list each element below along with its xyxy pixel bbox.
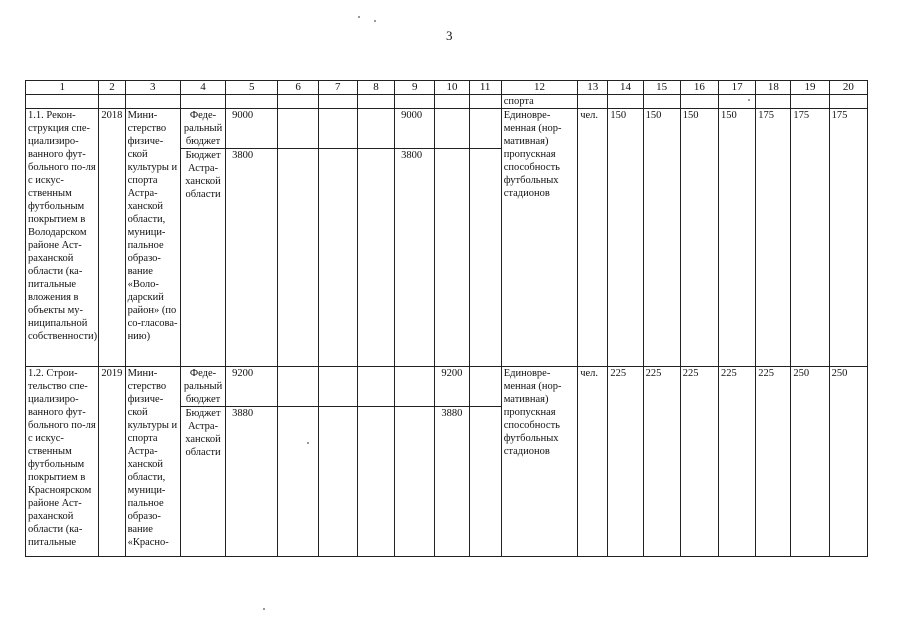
column-number: 18 <box>756 81 791 95</box>
column-number: 1 <box>26 81 99 95</box>
column-number: 20 <box>829 81 867 95</box>
column-number: 9 <box>395 81 435 95</box>
scan-speck <box>307 442 309 444</box>
continuation-text: спорта <box>501 95 577 109</box>
amount-col10 <box>435 149 469 367</box>
value-cell: 250 <box>791 367 829 557</box>
table-row <box>26 109 868 149</box>
indicator-name: Единовре-менная (нор-мативная) пропускная способность футбольных стадионов <box>501 367 577 557</box>
scan-speck <box>374 20 376 22</box>
column-number: 5 <box>226 81 278 95</box>
column-number: 2 <box>99 81 125 95</box>
value-cell: 150 <box>680 109 718 367</box>
unit-cell: чел. <box>578 367 608 557</box>
column-number: 19 <box>791 81 829 95</box>
page-number: 3 <box>446 28 453 43</box>
value-cell: 175 <box>791 109 829 367</box>
value-cell: 225 <box>643 367 680 557</box>
scan-speck <box>748 99 750 101</box>
funding-source: Бюджет Астра-ханской области <box>180 407 225 557</box>
value-cell: 225 <box>680 367 718 557</box>
column-number: 6 <box>278 81 318 95</box>
amount-col10: 3880 <box>435 407 469 557</box>
column-number: 16 <box>680 81 718 95</box>
amount-col5: 3800 <box>226 149 278 367</box>
amount-col5: 9000 <box>226 109 278 149</box>
column-number: 3 <box>125 81 180 95</box>
value-cell: 250 <box>829 367 867 557</box>
year-cell: 2019 <box>99 367 125 557</box>
amount-col10: 9200 <box>435 367 469 407</box>
amount-col9: 3800 <box>395 149 435 367</box>
column-number: 14 <box>608 81 643 95</box>
unit-cell: чел. <box>578 109 608 367</box>
funding-source: Бюджет Астра-ханской области <box>180 149 225 367</box>
scan-speck <box>263 608 265 610</box>
column-number: 12 <box>501 81 577 95</box>
table-row <box>26 367 868 407</box>
column-number: 15 <box>643 81 680 95</box>
value-cell: 225 <box>719 367 756 557</box>
target-indicators-table <box>25 80 868 557</box>
value-cell: 150 <box>719 109 756 367</box>
value-cell: 225 <box>608 367 643 557</box>
column-number: 4 <box>180 81 225 95</box>
column-number: 8 <box>357 81 394 95</box>
amount-col9 <box>395 367 435 407</box>
measure-name: 1.1. Рекон-струкция спе-циализиро-ванного фут-больного по-ля с искус-ственным футбольным покрытием в Володарском районе Аст-раханской области (ка-питальные вложения в объекты му-ниципальной собственности) <box>26 109 99 367</box>
value-cell: 175 <box>756 109 791 367</box>
executor-cell: Мини-стерство физиче-ской культуры и спорта Астра-ханской области, муници-пальное образо-вание «Воло-дарский район» (по со-гласова-нию) <box>125 109 180 367</box>
year-cell: 2018 <box>99 109 125 367</box>
funding-source: Феде-ральный бюджет <box>180 367 225 407</box>
funding-source: Феде-ральный бюджет <box>180 109 225 149</box>
amount-col10 <box>435 109 469 149</box>
value-cell: 150 <box>608 109 643 367</box>
column-number: 13 <box>578 81 608 95</box>
column-number-row <box>26 81 868 95</box>
value-cell: 150 <box>643 109 680 367</box>
indicator-name: Единовре-менная (нор-мативная) пропускная способность футбольных стадионов <box>501 109 577 367</box>
amount-col5: 3880 <box>226 407 278 557</box>
value-cell: 175 <box>829 109 867 367</box>
value-cell: 225 <box>756 367 791 557</box>
amount-col9 <box>395 407 435 557</box>
column-number: 17 <box>719 81 756 95</box>
scan-speck <box>358 16 360 18</box>
measure-name: 1.2. Строи-тельство спе-циализиро-ванного фут-больного по-ля с искус-ственным футбольным покрытием в Красноярском районе Аст-раханской области (ка-питальные <box>26 367 99 557</box>
amount-col5: 9200 <box>226 367 278 407</box>
amount-col9: 9000 <box>395 109 435 149</box>
executor-cell: Мини-стерство физиче-ской культуры и спорта Астра-ханской области, муници-пальное образо-вание «Красно- <box>125 367 180 557</box>
continuation-row <box>26 95 868 109</box>
column-number: 11 <box>469 81 501 95</box>
column-number: 10 <box>435 81 469 95</box>
column-number: 7 <box>318 81 357 95</box>
